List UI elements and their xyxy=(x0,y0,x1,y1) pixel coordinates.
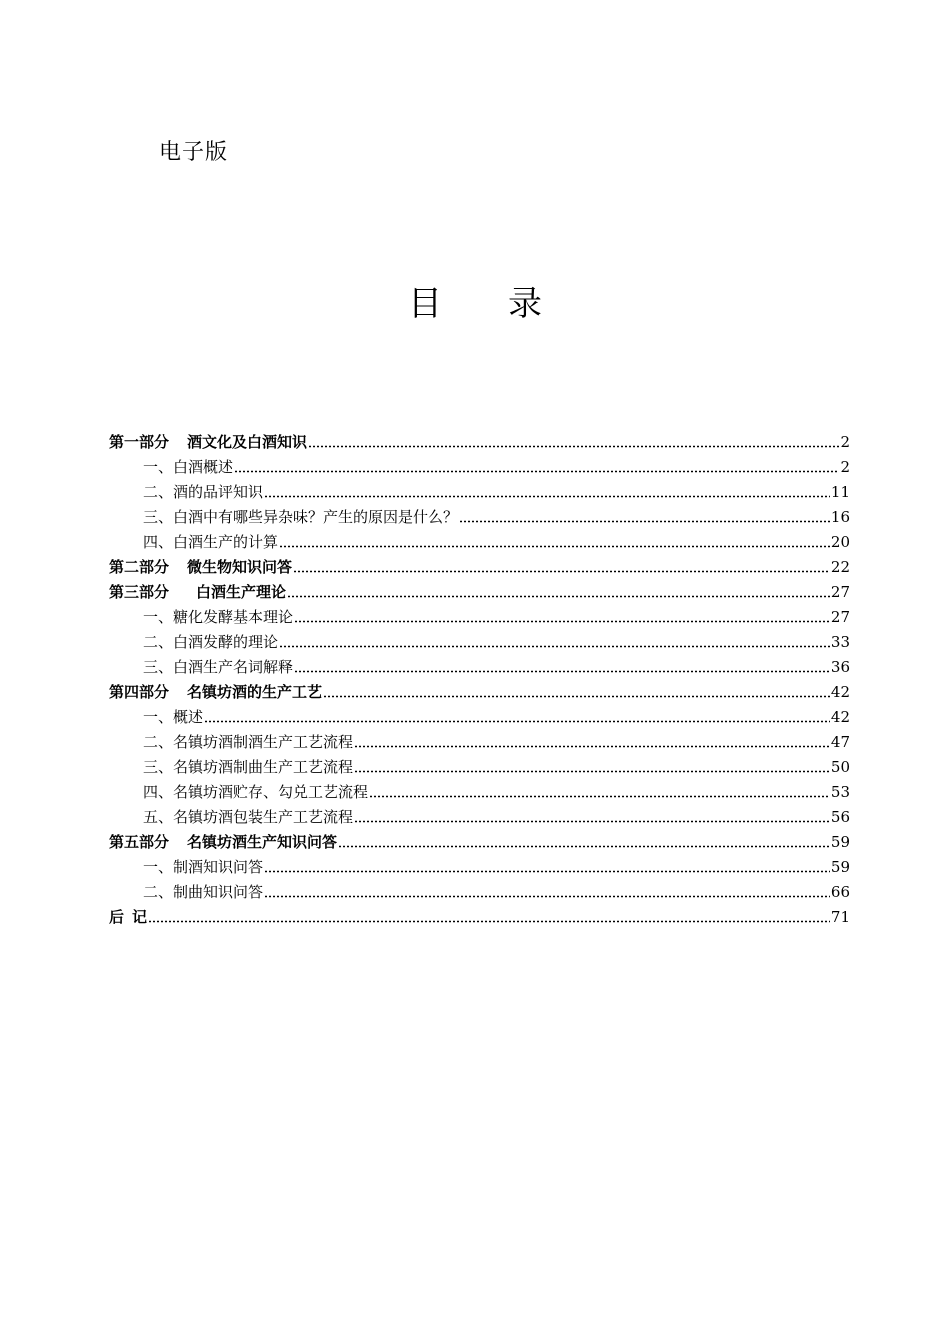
toc-entry-page: 27 xyxy=(830,583,850,601)
toc-entry-number: 第三部分 xyxy=(109,583,170,601)
toc-entry[interactable] xyxy=(109,452,850,477)
toc-entry-page: 36 xyxy=(830,658,850,676)
dot-leader xyxy=(234,470,839,473)
toc-entry[interactable] xyxy=(109,677,850,702)
toc-entry[interactable] xyxy=(109,702,850,727)
toc-entry-number: 一、 xyxy=(143,708,174,726)
dot-leader xyxy=(264,870,830,873)
toc-title-second-char: 录 xyxy=(508,284,542,324)
toc-entry-title: 制酒知识问答 xyxy=(173,858,264,876)
dot-leader xyxy=(369,795,830,798)
dot-leader xyxy=(294,620,830,623)
toc-entry[interactable] xyxy=(109,552,850,577)
toc-entry-number: 后 xyxy=(109,908,125,926)
toc-entry[interactable] xyxy=(109,752,850,777)
toc-entry-title: 记 xyxy=(132,908,148,926)
toc-entry[interactable] xyxy=(109,777,850,802)
dot-leader xyxy=(354,770,830,773)
dot-leader xyxy=(204,720,830,723)
toc-title xyxy=(0,282,950,326)
dot-leader xyxy=(323,695,830,698)
toc-title-first-char: 目 xyxy=(408,284,442,324)
toc-entry-title: 名镇坊酒制曲生产工艺流程 xyxy=(173,758,354,776)
toc-entry-page: 66 xyxy=(830,883,850,901)
toc-entry-title: 名镇坊酒包装生产工艺流程 xyxy=(173,808,354,826)
edition-label: 电子版 xyxy=(159,140,229,165)
toc-entry-title: 白酒生产名词解释 xyxy=(173,658,294,676)
toc-entry[interactable] xyxy=(109,527,850,552)
toc-entry-number: 一、 xyxy=(143,608,174,626)
toc-entry-number: 五、 xyxy=(143,808,174,826)
toc-entry-number: 二、 xyxy=(143,733,174,751)
toc-entry-number: 二、 xyxy=(143,883,174,901)
toc-entry-number: 三、 xyxy=(143,758,174,776)
toc-entry-page: 59 xyxy=(830,833,850,851)
toc-entry-title: 白酒生产理论 xyxy=(196,583,287,601)
toc-entry-title: 白酒发酵的理论 xyxy=(173,633,279,651)
toc-entry[interactable] xyxy=(109,827,850,852)
toc-entry[interactable] xyxy=(109,902,850,927)
dot-leader xyxy=(338,845,830,848)
toc-entry-page: 47 xyxy=(830,733,850,751)
toc-entry-title: 概述 xyxy=(173,708,204,726)
toc-entry-number: 三、 xyxy=(143,658,174,676)
dot-leader xyxy=(264,895,830,898)
toc-entry-page: 2 xyxy=(840,458,850,476)
toc-entry-title: 白酒中有哪些异杂味？产生的原因是什么？ xyxy=(173,508,459,526)
toc-entry-title: 酒的品评知识 xyxy=(173,483,264,501)
toc-entry-page: 33 xyxy=(830,633,850,651)
toc-entry-title: 名镇坊酒制酒生产工艺流程 xyxy=(173,733,354,751)
dot-leader xyxy=(354,745,830,748)
dot-leader xyxy=(279,645,830,648)
dot-leader xyxy=(294,670,830,673)
toc-entry-page: 42 xyxy=(830,683,850,701)
toc-entry-number: 二、 xyxy=(143,633,174,651)
toc-entry-number: 四、 xyxy=(143,783,174,801)
toc-entry-number: 第四部分 xyxy=(109,683,170,701)
toc-entry-number: 第五部分 xyxy=(109,833,170,851)
toc-entry[interactable] xyxy=(109,502,850,527)
toc-entry-title: 名镇坊酒的生产工艺 xyxy=(187,683,323,701)
table-of-contents xyxy=(109,427,850,927)
toc-entry[interactable] xyxy=(109,577,850,602)
toc-entry-page: 56 xyxy=(830,808,850,826)
toc-entry-title: 制曲知识问答 xyxy=(173,883,264,901)
toc-entry[interactable] xyxy=(109,727,850,752)
toc-entry-title: 微生物知识问答 xyxy=(187,558,293,576)
toc-entry-title: 酒文化及白酒知识 xyxy=(187,433,308,451)
toc-entry-number: 第二部分 xyxy=(109,558,170,576)
toc-entry[interactable] xyxy=(109,477,850,502)
dot-leader xyxy=(354,820,830,823)
toc-entry-title: 名镇坊酒贮存、勾兑工艺流程 xyxy=(173,783,369,801)
toc-entry[interactable] xyxy=(109,627,850,652)
toc-entry-number: 三、 xyxy=(143,508,174,526)
toc-entry[interactable] xyxy=(109,802,850,827)
toc-entry-number: 二、 xyxy=(143,483,174,501)
toc-entry-page: 11 xyxy=(830,483,850,501)
toc-entry[interactable] xyxy=(109,852,850,877)
toc-entry-page: 71 xyxy=(830,908,850,926)
toc-entry-page: 22 xyxy=(830,558,850,576)
toc-entry-title: 名镇坊酒生产知识问答 xyxy=(187,833,338,851)
toc-entry-number: 第一部分 xyxy=(109,433,170,451)
dot-leader xyxy=(287,595,830,598)
dot-leader xyxy=(308,445,839,448)
toc-entry-page: 53 xyxy=(830,783,850,801)
toc-entry[interactable] xyxy=(109,602,850,627)
dot-leader xyxy=(279,545,830,548)
dot-leader xyxy=(264,495,830,498)
toc-entry-title: 糖化发酵基本理论 xyxy=(173,608,294,626)
toc-entry-page: 16 xyxy=(830,508,850,526)
toc-entry-page: 27 xyxy=(830,608,850,626)
dot-leader xyxy=(148,920,830,923)
toc-entry-number: 一、 xyxy=(143,858,174,876)
toc-entry-number: 四、 xyxy=(143,533,174,551)
toc-entry-page: 50 xyxy=(830,758,850,776)
toc-entry-page: 42 xyxy=(830,708,850,726)
toc-entry-page: 59 xyxy=(830,858,850,876)
toc-entry-title: 白酒概述 xyxy=(173,458,234,476)
toc-entry[interactable] xyxy=(109,427,850,452)
dot-leader xyxy=(459,520,830,523)
toc-entry-title: 白酒生产的计算 xyxy=(173,533,279,551)
toc-entry[interactable] xyxy=(109,877,850,902)
toc-entry-page: 20 xyxy=(830,533,850,551)
toc-entry-page: 2 xyxy=(840,433,850,451)
toc-entry[interactable] xyxy=(109,652,850,677)
dot-leader xyxy=(293,570,830,573)
toc-entry-number: 一、 xyxy=(143,458,174,476)
